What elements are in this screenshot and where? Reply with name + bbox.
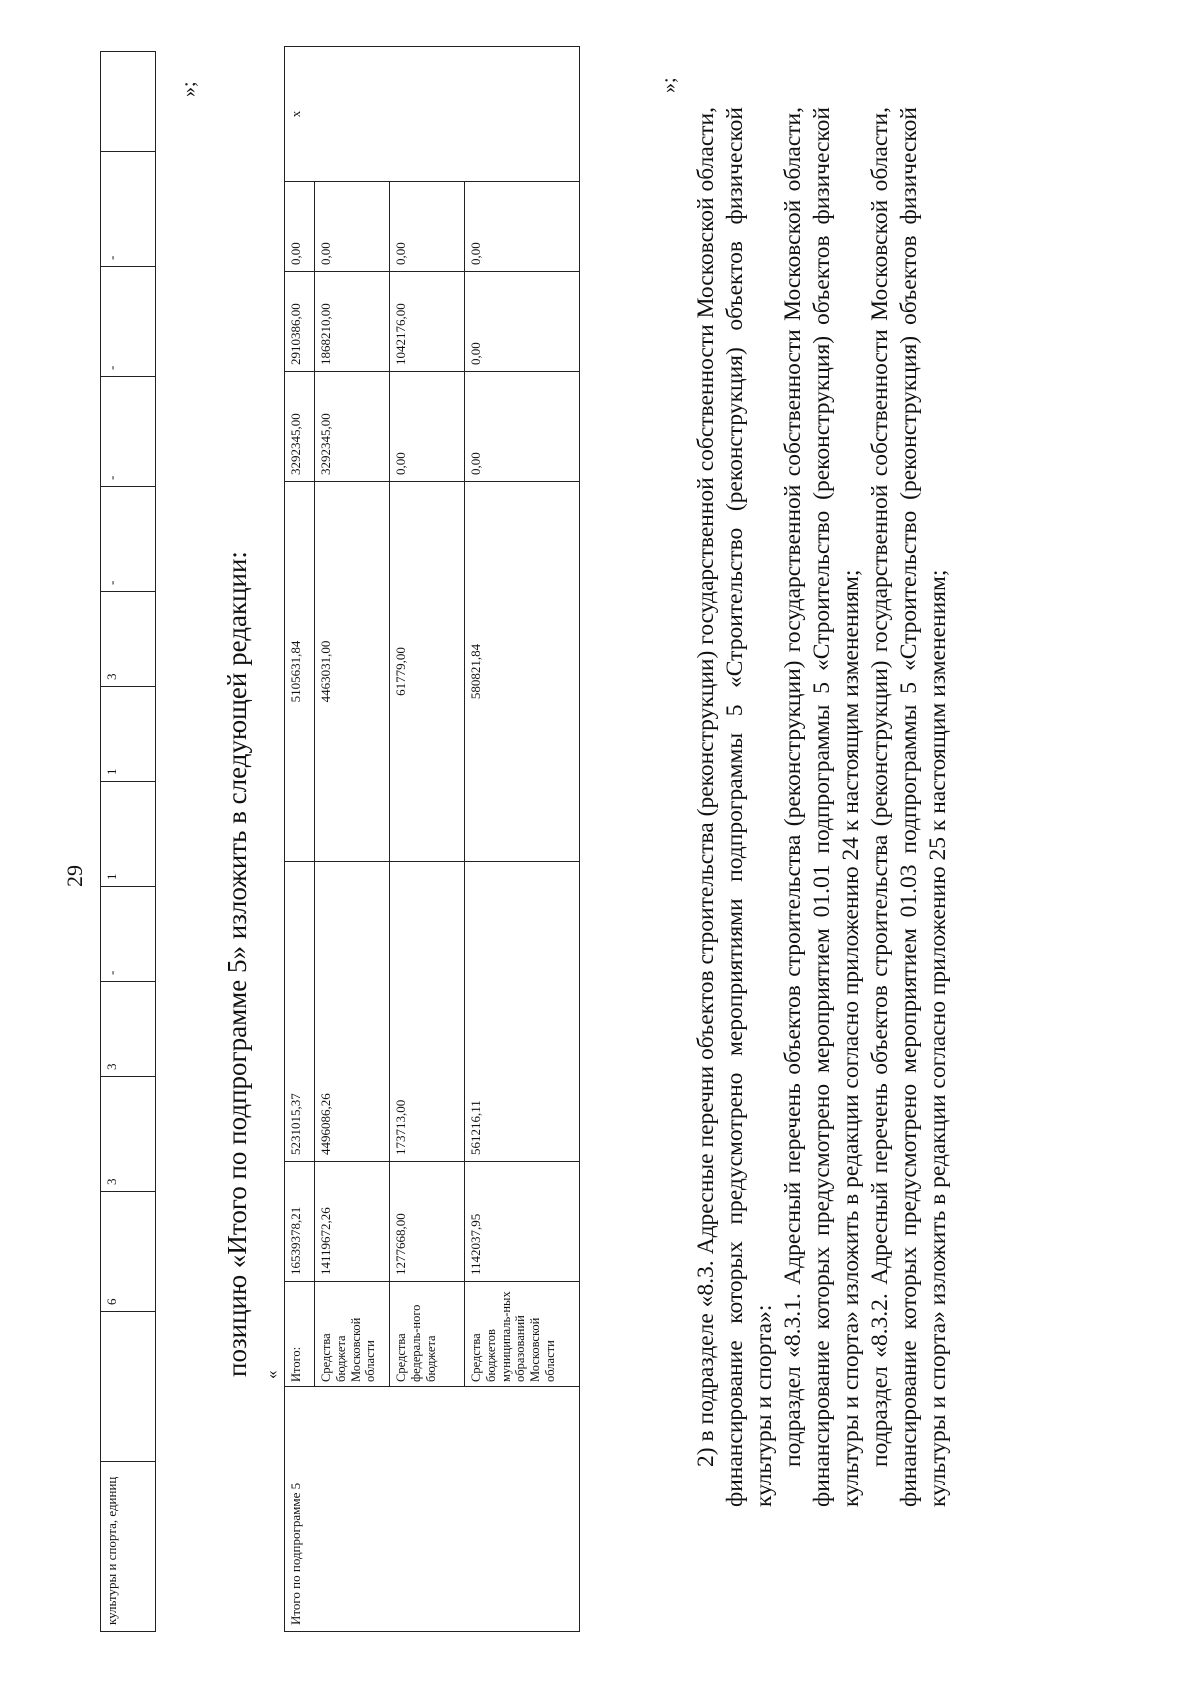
value-cell: 0,00 xyxy=(390,372,465,482)
value-cell: 1277668,00 xyxy=(390,1162,465,1282)
paragraph: подраздел «8.3.2. Адресный перечень объектов строительства (реконструкции) государственной собственности Московской области, финансирование которых предусмотрено мероприятием 01.03 подпрограммы 5 «Строительство (реконструкция) объектов физической культуры и спорта» изложить в редакции согласно приложению 25 к настоящим изменениям; xyxy=(867,107,951,1507)
top-table xyxy=(100,51,156,1632)
value-cell: 1142037,95 xyxy=(465,1162,580,1282)
source-cell: Средства бюджетов муниципаль-ных образований Московской области xyxy=(465,1282,580,1387)
value-cell: 0,00 xyxy=(465,372,580,482)
value-cell: 16539378,21 xyxy=(285,1162,315,1282)
value-cell: 4463031,00 xyxy=(315,482,390,862)
row-label-cell: Итого по подпрограмме 5 xyxy=(285,1387,580,1632)
position-heading: позицию «Итого по подпрограмме 5» изложить в следующей редакции: xyxy=(222,551,252,1377)
table-cell: - xyxy=(101,487,156,592)
open-quote: « xyxy=(262,1370,281,1379)
value-cell: 5231015,37 xyxy=(285,862,315,1162)
page-number: 29 xyxy=(62,865,87,887)
table-cell: - xyxy=(101,267,156,377)
totals-table xyxy=(284,46,580,1632)
source-cell: Средства федераль-ного бюджета xyxy=(390,1282,465,1387)
value-cell: 0,00 xyxy=(465,182,580,272)
table-cell: 6 xyxy=(101,1192,156,1312)
table-cell: - xyxy=(101,377,156,487)
value-cell: 0,00 xyxy=(465,272,580,372)
body-text xyxy=(692,107,953,1507)
paragraph: подраздел «8.3.1. Адресный перечень объектов строительства (реконструкции) государственной собственности Московской области, финансирование которых предусмотрено мероприятием 01.01 подпрограммы 5 «Строительство (реконструкция) объектов физической культуры и спорта» изложить в редакции согласно приложению 24 к настоящим изменениям; xyxy=(780,107,864,1507)
closing-quote: »; xyxy=(178,81,200,97)
value-cell: 61779,00 xyxy=(390,482,465,862)
value-cell: 3292345,00 xyxy=(315,372,390,482)
table-cell: 3 xyxy=(101,982,156,1077)
table-cell: 1 xyxy=(101,782,156,887)
table-cell xyxy=(101,1312,156,1462)
value-cell: 4496086,26 xyxy=(315,862,390,1162)
value-cell: 3292345,00 xyxy=(285,372,315,482)
paragraph: 2) в подразделе «8.3. Адресные перечни объектов строительства (реконструкции) государственной собственности Московской области, финансирование которых предусмотрено мероприятиями подпрограммы 5 «Строительство (реконструкция) объектов физической культуры и спорта»: xyxy=(693,107,777,1507)
table-cell xyxy=(101,52,156,152)
table-row xyxy=(285,47,315,1632)
source-cell: Итого: xyxy=(285,1282,315,1387)
value-cell: 1042176,00 xyxy=(390,272,465,372)
value-cell: 561216,11 xyxy=(465,862,580,1162)
value-cell: 173713,00 xyxy=(390,862,465,1162)
table-cell: культуры и спорта, единиц xyxy=(101,1462,156,1632)
value-cell: 0,00 xyxy=(315,182,390,272)
value-cell: 0,00 xyxy=(390,182,465,272)
table-cell: 3 xyxy=(101,1077,156,1192)
table-cell: - xyxy=(101,887,156,982)
closing-quote: »; xyxy=(658,77,680,93)
table-cell: 3 xyxy=(101,592,156,687)
source-cell: Средства бюджета Московской области xyxy=(315,1282,390,1387)
value-cell: 0,00 xyxy=(285,182,315,272)
extra-cell: x xyxy=(285,47,580,182)
value-cell: 2910386,00 xyxy=(285,272,315,372)
value-cell: 1868210,00 xyxy=(315,272,390,372)
table-cell: - xyxy=(101,152,156,267)
value-cell: 580821,84 xyxy=(465,482,580,862)
table-cell: 1 xyxy=(101,687,156,782)
value-cell: 14119672,26 xyxy=(315,1162,390,1282)
value-cell: 5105631,84 xyxy=(285,482,315,862)
